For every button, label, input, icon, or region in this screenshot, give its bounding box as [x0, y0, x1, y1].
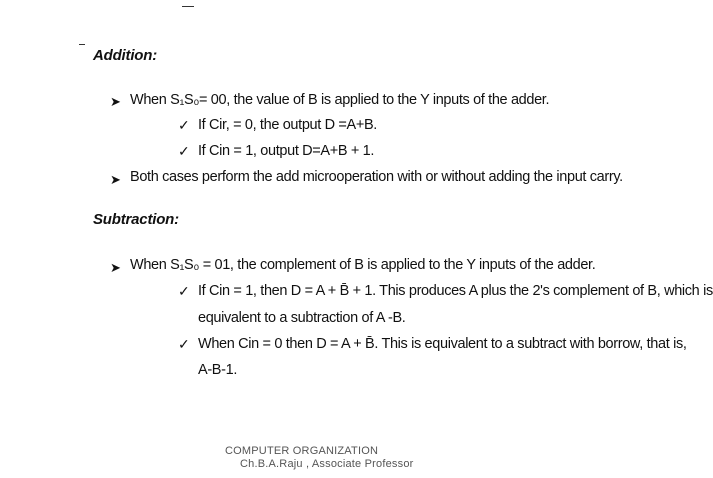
- left-mark: [79, 44, 85, 45]
- arrow-bullet-icon: ➤: [110, 172, 121, 187]
- addition-heading: Addition:: [93, 47, 158, 64]
- addition-check-1: If Cir, = 0, the output D =A+B.: [198, 117, 377, 133]
- footer-author: Ch.B.A.Raju , Associate Professor: [240, 458, 414, 470]
- addition-check-2: If Cin = 1, output D=A+B + 1.: [198, 143, 375, 159]
- arrow-bullet-icon: ➤: [110, 260, 121, 275]
- check-icon: ✓: [178, 117, 190, 133]
- top-mark: [182, 6, 194, 7]
- footer-course: COMPUTER ORGANIZATION: [225, 445, 379, 457]
- subtraction-check-1-line-1: If Cin = 1, then D = A + B̄ + 1. This produces A plus the 2's complement of B, which is: [198, 283, 713, 299]
- subtraction-heading: Subtraction:: [93, 211, 179, 228]
- addition-bullet-2: Both cases perform the add microoperation with or without adding the input carry.: [130, 169, 623, 185]
- subtraction-check-1-line-2: equivalent to a subtraction of A -B.: [198, 310, 406, 326]
- check-icon: ✓: [178, 143, 190, 159]
- addition-bullet-1: When S₁S₀= 00, the value of B is applied to the Y inputs of the adder.: [130, 92, 550, 108]
- subtraction-check-2-line-1: When Cin = 0 then D = A + B̄. This is equivalent to a subtract with borrow, that is,: [198, 336, 687, 352]
- check-icon: ✓: [178, 336, 190, 352]
- subtraction-check-2-line-2: A-B-1.: [198, 362, 237, 378]
- subtraction-bullet-1: When S₁S₀ = 01, the complement of B is applied to the Y inputs of the adder.: [130, 257, 596, 273]
- check-icon: ✓: [178, 283, 190, 299]
- arrow-bullet-icon: ➤: [110, 94, 121, 109]
